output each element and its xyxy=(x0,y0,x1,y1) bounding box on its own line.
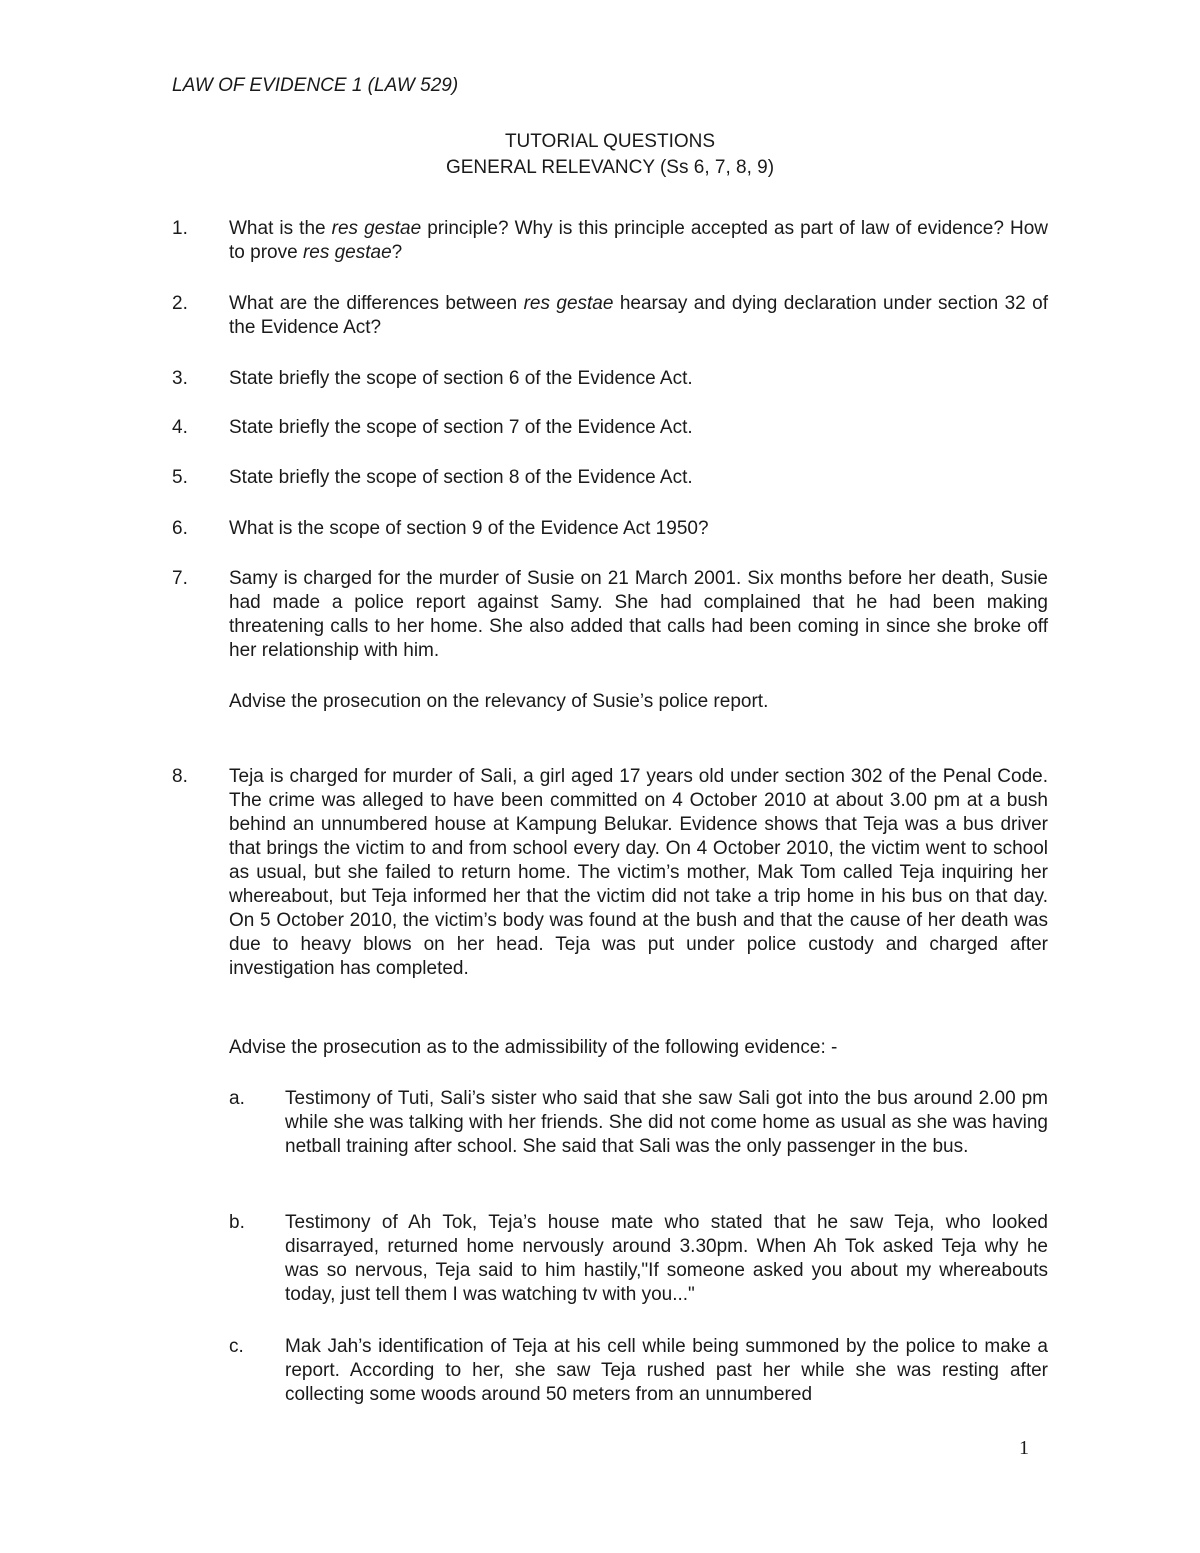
course-header: LAW OF EVIDENCE 1 (LAW 529) xyxy=(172,75,459,96)
question-number: 4. xyxy=(172,417,188,438)
question-text: Samy is charged for the murder of Susie on 21 March 2001. Six months before her death, Susie had made a police report against Samy. She had complained that he had been making threatening calls to her home. She also added that calls had been coming in since she broke off her relationship with him. xyxy=(229,568,1048,661)
question-number: 5. xyxy=(172,467,188,488)
subitem-text: Mak Jah’s identification of Teja at his cell while being summoned by the police to make a report. According to her, she saw Teja rushed past her while she was resting after collecting some woods around 50 meters from an unnumbered xyxy=(285,1336,1048,1405)
question-number: 7. xyxy=(172,568,188,589)
question-text: What is the res gestae principle? Why is this principle accepted as part of law of evidence? How to prove res gestae? xyxy=(229,218,1048,263)
question-text: What are the differences between res gestae hearsay and dying declaration under section 32 of the Evidence Act? xyxy=(229,293,1048,338)
title-block xyxy=(0,129,1200,181)
subitem-label: c. xyxy=(229,1336,244,1357)
question-text: State briefly the scope of section 6 of the Evidence Act. xyxy=(229,368,693,389)
page-number: 1 xyxy=(1019,1437,1029,1459)
latin-term: res gestae xyxy=(331,218,422,239)
subitem-text: Testimony of Ah Tok, Teja’s house mate who stated that he saw Teja, who looked disarrayed, returned home nervously around 3.30pm. When Ah Tok asked Teja why he was so nervous, Teja said to him hastily,"If someone asked you about my whereabouts today, just tell them I was watching tv with you..." xyxy=(285,1212,1048,1305)
latin-term: res gestae xyxy=(523,293,614,314)
subitem-label: b. xyxy=(229,1212,245,1233)
question-number: 6. xyxy=(172,518,188,539)
subitem-text: Testimony of Tuti, Sali’s sister who said that she saw Sali got into the bus around 2.00 pm while she was talking with her friends. She did not come home as usual as she was having netball training after school. She said that Sali was the only passenger in the bus. xyxy=(285,1088,1048,1157)
question-text: Teja is charged for murder of Sali, a girl aged 17 years old under section 302 of the Penal Code. The crime was alleged to have been committed on 4 October 2010 at about 3.00 pm at a bush behind an unnumbered house at Kampung Belukar. Evidence shows that Teja was a bus driver that brings the victim to and from school every day. On 4 October 2010, the victim went to school as usual, but she failed to return home. The victim’s mother, Mak Tom called Teja inquiring her whereabout, but Teja informed her that the victim did not take a trip home in his bus on that day. On 5 October 2010, the victim’s body was found at the bush and that the cause of her death was due to heavy blows on her head. Teja was put under police custody and charged after investigation has completed. xyxy=(229,766,1048,979)
question-number: 3. xyxy=(172,368,188,389)
question-number: 8. xyxy=(172,766,188,787)
subitem-label: a. xyxy=(229,1088,245,1109)
title-line-2: GENERAL RELEVANCY (Ss 6, 7, 8, 9) xyxy=(445,157,775,178)
question-number: 2. xyxy=(172,293,188,314)
title-line-1: TUTORIAL QUESTIONS xyxy=(504,131,716,152)
question-text: State briefly the scope of section 8 of the Evidence Act. xyxy=(229,467,693,488)
advise-text: Advise the prosecution as to the admissibility of the following evidence: - xyxy=(229,1037,838,1058)
question-number: 1. xyxy=(172,218,188,239)
question-text: What is the scope of section 9 of the Evidence Act 1950? xyxy=(229,518,709,539)
latin-term: res gestae xyxy=(302,242,392,263)
advise-text: Advise the prosecution on the relevancy of Susie’s police report. xyxy=(229,691,769,712)
question-text: State briefly the scope of section 7 of the Evidence Act. xyxy=(229,417,693,438)
